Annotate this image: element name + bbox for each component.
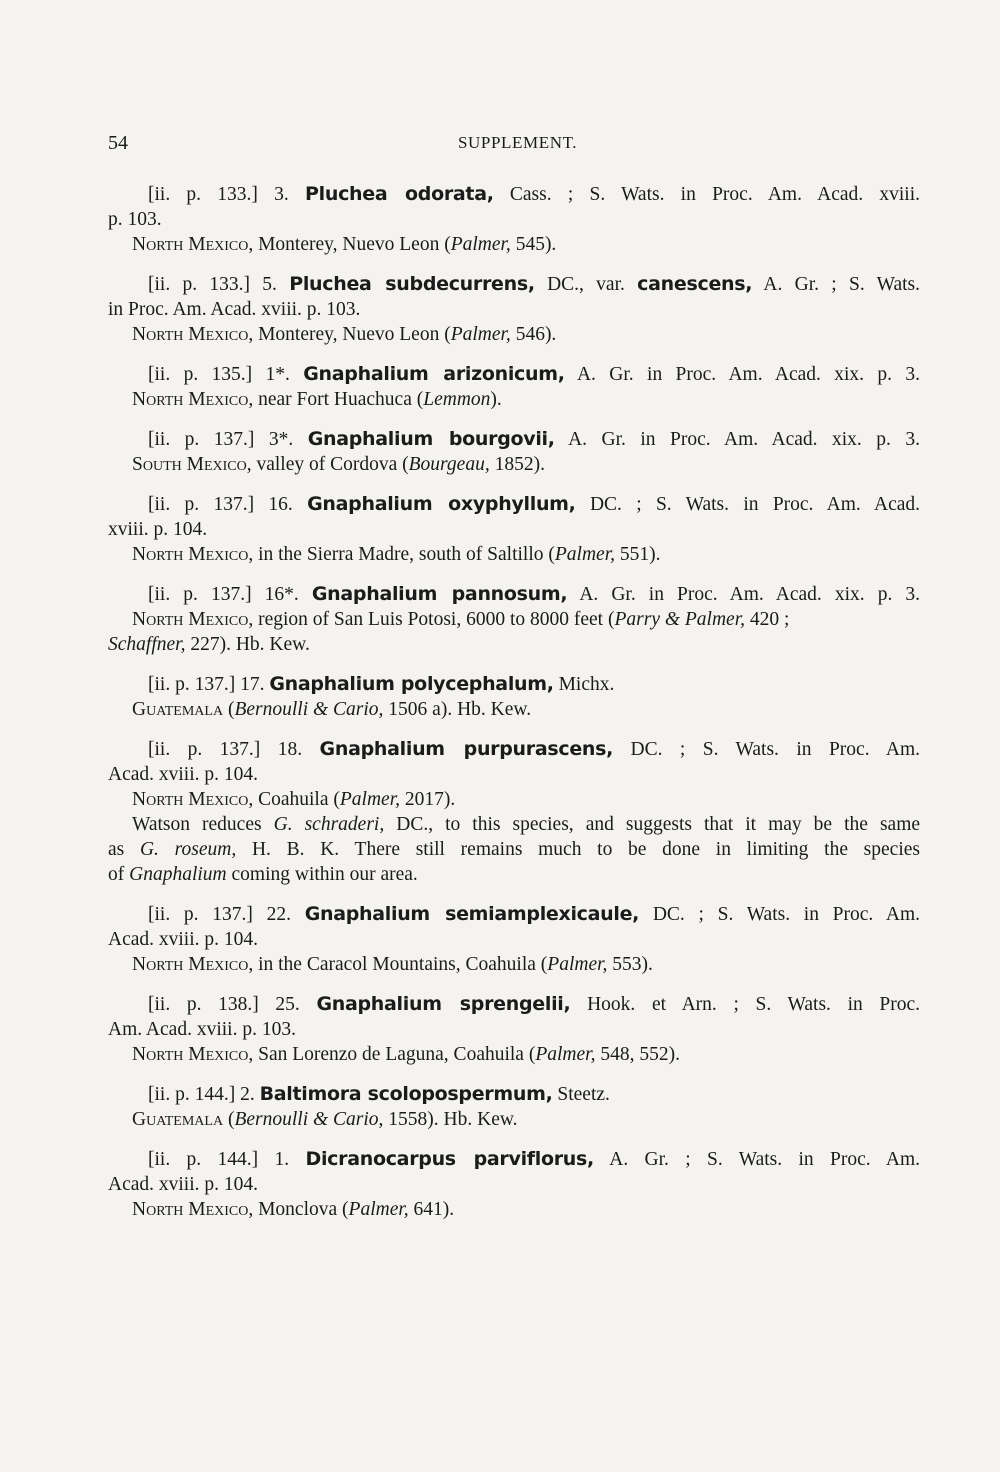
volume-ref: [ii. p. 137.]	[148, 904, 253, 925]
entry-gnaphalium-oxyphyllum	[108, 492, 920, 567]
locality	[108, 952, 920, 977]
note-text: as	[108, 839, 125, 860]
note-line	[108, 812, 920, 837]
citation: Michx.	[558, 674, 615, 695]
collector: Palmer,	[547, 954, 608, 975]
citation-continued: Am. Acad. xviii. p. 103.	[108, 1019, 296, 1040]
entry-dicranocarpus-parviflorus	[108, 1147, 920, 1222]
volume-ref: [ii. p. 137.]	[148, 674, 236, 695]
citation: A. Gr. ; S. Wats. in Proc. Am.	[609, 1149, 921, 1170]
locality	[108, 232, 920, 257]
species-number: 1*.	[265, 364, 290, 385]
species-number: 3.	[274, 184, 289, 205]
collection-number: 548, 552).	[600, 1044, 680, 1065]
locality	[108, 322, 920, 347]
note-line	[108, 837, 920, 862]
entry-heading	[108, 1147, 920, 1172]
citation: A. Gr. in Proc. Am. Acad. xix. p. 3.	[576, 364, 920, 385]
collection-number: 546).	[515, 324, 557, 345]
species-number: 1.	[274, 1149, 290, 1170]
entry-baltimora-scolopospermum	[108, 1082, 920, 1132]
locality	[108, 787, 920, 812]
species-name: Pluchea subdecurrens,	[289, 273, 535, 295]
species-reference: G. roseum,	[139, 839, 237, 860]
entry-gnaphalium-pannosum	[108, 582, 920, 657]
species-name: Gnaphalium bourgovii,	[307, 428, 555, 450]
region: North Mexico,	[132, 789, 254, 810]
volume-ref: [ii. p. 138.]	[148, 994, 259, 1015]
citation-continued: in Proc. Am. Acad. xviii. p. 103.	[108, 299, 361, 320]
entry-gnaphalium-purpurascens	[108, 737, 920, 887]
collection-number: 551).	[619, 544, 661, 565]
collection-number: 2017).	[404, 789, 456, 810]
collector: Bernoulli & Cario,	[234, 1109, 384, 1130]
region: North Mexico,	[132, 1044, 254, 1065]
variety-name: canescens,	[637, 273, 753, 295]
volume-ref: [ii. p. 133.]	[148, 274, 251, 295]
collector: Palmer,	[535, 1044, 596, 1065]
locality	[108, 1197, 920, 1222]
species-name: Gnaphalium arizonicum,	[303, 363, 565, 385]
collector: Palmer,	[339, 789, 400, 810]
species-name: Pluchea odorata,	[305, 183, 494, 205]
entry-pluchea-odorata	[108, 182, 920, 257]
entry-heading	[108, 992, 920, 1017]
species-name: Gnaphalium semiamplexicaule,	[304, 903, 640, 925]
citation-continued: Acad. xviii. p. 104.	[108, 929, 259, 950]
collector: Bernoulli & Cario,	[234, 699, 384, 720]
species-number: 5.	[262, 274, 277, 295]
locality-text: in the Caracol Mountains, Coahuila (	[258, 954, 548, 975]
collection-number: ).	[490, 389, 502, 410]
citation: Cass. ; S. Wats. in Proc. Am. Acad. xviii.	[509, 184, 921, 205]
volume-ref: [ii. p. 133.]	[148, 184, 258, 205]
entry-gnaphalium-arizonicum	[108, 362, 920, 412]
species-number: 16*.	[264, 584, 299, 605]
species-number: 25.	[275, 994, 300, 1015]
collection-number: 545).	[515, 234, 557, 255]
region: Guatemala	[132, 699, 224, 720]
collection-number: 420 ;	[749, 609, 790, 630]
collector: Palmer,	[450, 324, 511, 345]
locality	[108, 1042, 920, 1067]
entry-heading	[108, 272, 920, 297]
collector: Palmer,	[450, 234, 511, 255]
species-number: 3*.	[268, 429, 294, 450]
locality-text: (	[227, 699, 235, 720]
region: South Mexico,	[132, 454, 252, 475]
citation-authority: A. Gr. ; S. Wats.	[763, 274, 921, 295]
locality-text: in the Sierra Madre, south of Saltillo (	[258, 544, 555, 565]
region: North Mexico,	[132, 389, 254, 410]
entry-gnaphalium-polycephalum	[108, 672, 920, 722]
species-name: Baltimora scolopospermum,	[259, 1083, 553, 1105]
citation: A. Gr. in Proc. Am. Acad. xix. p. 3.	[568, 429, 920, 450]
species-entries	[108, 182, 920, 1237]
note-text: Watson reduces	[132, 814, 262, 835]
collector: Lemmon	[423, 389, 491, 410]
entry-gnaphalium-bourgovii	[108, 427, 920, 477]
species-name: Gnaphalium sprengelii,	[316, 993, 571, 1015]
entry-heading	[108, 902, 920, 927]
collector: Palmer,	[348, 1199, 409, 1220]
locality-text: region of San Luis Potosi, 6000 to 8000 feet (	[258, 609, 615, 630]
citation-continued: Acad. xviii. p. 104.	[108, 1174, 259, 1195]
region: North Mexico,	[132, 609, 254, 630]
species-name: Gnaphalium purpurascens,	[319, 738, 614, 760]
entry-gnaphalium-sprengelii	[108, 992, 920, 1067]
species-reference: G. schraderi,	[273, 814, 385, 835]
volume-ref: [ii. p. 144.]	[148, 1149, 259, 1170]
citation: Steetz.	[557, 1084, 610, 1105]
locality-text: Monclova (	[258, 1199, 349, 1220]
species-number: 2.	[240, 1084, 255, 1105]
locality	[108, 387, 920, 412]
volume-ref: [ii. p. 137.]	[148, 584, 252, 605]
collection-number: 641).	[413, 1199, 455, 1220]
collector: Palmer,	[554, 544, 615, 565]
species-name: Gnaphalium oxyphyllum,	[307, 493, 576, 515]
species-name: Gnaphalium pannosum,	[311, 583, 568, 605]
volume-ref: [ii. p. 137.]	[148, 494, 255, 515]
region: North Mexico,	[132, 234, 254, 255]
species-number: 17.	[240, 674, 265, 695]
volume-ref: [ii. p. 137.]	[148, 739, 261, 760]
locality-text: Coahuila (	[258, 789, 340, 810]
collection-number: 1506 a). Hb. Kew.	[388, 699, 532, 720]
citation-continued: Acad. xviii. p. 104.	[108, 764, 259, 785]
locality	[108, 607, 920, 632]
note-text: DC., to this species, and suggests that it may be the same	[396, 814, 921, 835]
locality-text: near Fort Huachuca (	[258, 389, 424, 410]
citation: DC., var.	[547, 274, 625, 295]
collector: Bourgeau,	[408, 454, 490, 475]
species-number: 18.	[277, 739, 303, 760]
collection-number: 227). Hb. Kew.	[190, 634, 310, 655]
species-number: 22.	[266, 904, 291, 925]
region: North Mexico,	[132, 1199, 254, 1220]
collector: Schaffner,	[108, 634, 186, 655]
locality-text: Monterey, Nuevo Leon (	[258, 234, 451, 255]
region: North Mexico,	[132, 954, 254, 975]
locality-continued	[108, 632, 920, 657]
entry-heading	[108, 737, 920, 762]
citation-continued: p. 103.	[108, 209, 162, 230]
entry-heading	[108, 182, 920, 207]
locality	[108, 452, 920, 477]
genus-reference: Gnaphalium	[129, 864, 227, 885]
entry-heading	[108, 672, 920, 697]
citation: A. Gr. in Proc. Am. Acad. xix. p. 3.	[579, 584, 921, 605]
citation: DC. ; S. Wats. in Proc. Am.	[630, 739, 921, 760]
volume-ref: [ii. p. 135.]	[148, 364, 253, 385]
collection-number: 1852).	[494, 454, 545, 475]
collection-number: 553).	[612, 954, 653, 975]
note-text: H. B. K. There still remains much to be done in limiting the species	[251, 839, 920, 860]
entry-heading	[108, 1082, 920, 1107]
region: North Mexico,	[132, 544, 254, 565]
species-name: Dicranocarpus parviflorus,	[305, 1148, 594, 1170]
collection-number: 1558). Hb. Kew.	[388, 1109, 518, 1130]
entry-gnaphalium-semiamplexicaule	[108, 902, 920, 977]
entry-heading	[108, 492, 920, 517]
locality-text: (	[227, 1109, 235, 1130]
region: North Mexico,	[132, 324, 254, 345]
locality-text: valley of Cordova (	[256, 454, 409, 475]
species-number: 16.	[268, 494, 293, 515]
locality	[108, 1107, 920, 1132]
volume-ref: [ii. p. 144.]	[148, 1084, 236, 1105]
entry-heading	[108, 427, 920, 452]
note-text: of	[108, 864, 125, 885]
page-header	[108, 132, 920, 162]
species-name: Gnaphalium polycephalum,	[269, 673, 554, 695]
citation: DC. ; S. Wats. in Proc. Am.	[652, 904, 921, 925]
citation-continued: xviii. p. 104.	[108, 519, 208, 540]
locality	[108, 697, 920, 722]
region: Guatemala	[132, 1109, 224, 1130]
entry-pluchea-subdecurrens	[108, 272, 920, 347]
locality-text: San Lorenzo de Laguna, Coahuila (	[258, 1044, 536, 1065]
locality	[108, 542, 920, 567]
page-number: 54	[108, 132, 128, 154]
collector: Parry & Palmer,	[614, 609, 746, 630]
note-line	[108, 862, 920, 887]
note-text: coming within our area.	[231, 864, 418, 885]
running-head: SUPPLEMENT.	[458, 133, 578, 152]
volume-ref: [ii. p. 137.]	[148, 429, 255, 450]
locality-text: Monterey, Nuevo Leon (	[258, 324, 451, 345]
entry-heading	[108, 362, 920, 387]
citation: Hook. et Arn. ; S. Wats. in Proc.	[587, 994, 921, 1015]
citation: DC. ; S. Wats. in Proc. Am. Acad.	[589, 494, 921, 515]
entry-heading	[108, 582, 920, 607]
